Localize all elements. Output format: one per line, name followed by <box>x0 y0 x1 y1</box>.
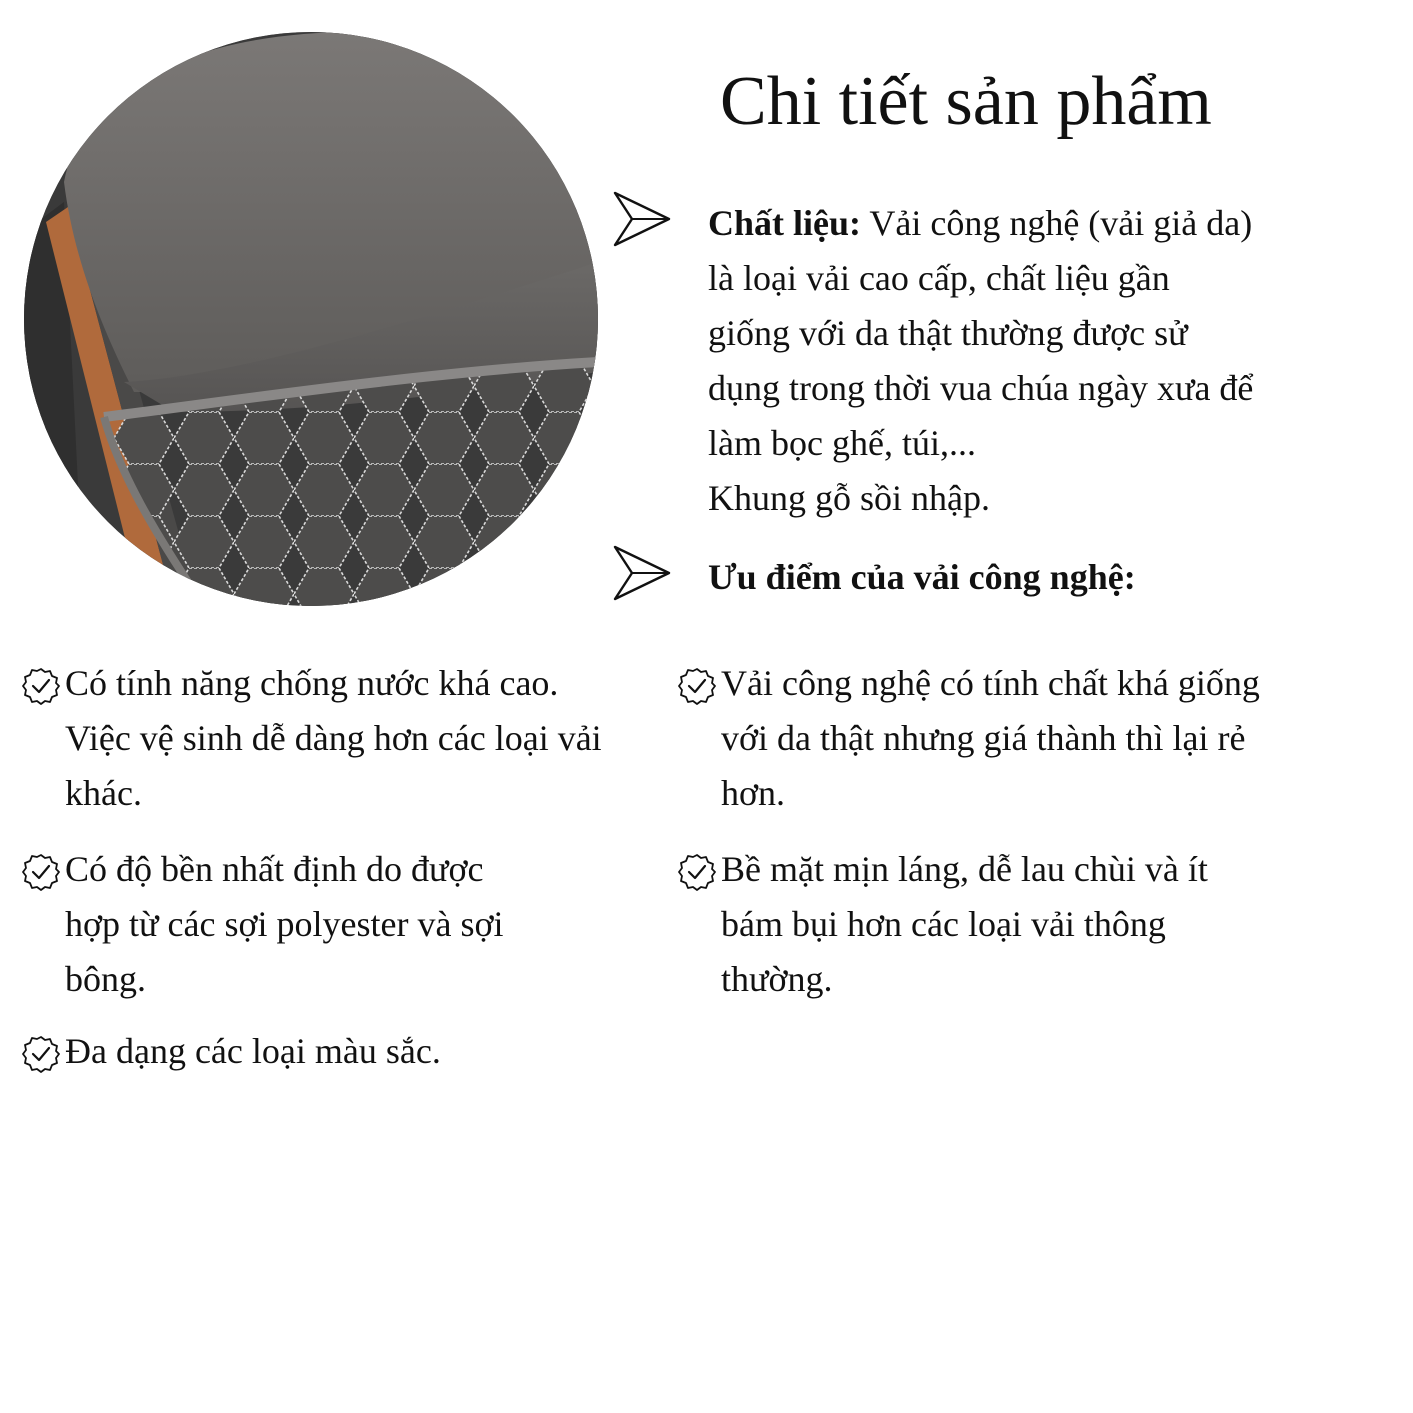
send-arrow-icon <box>612 544 672 602</box>
badge-check-icon <box>22 853 60 891</box>
badge-check-icon <box>22 1035 60 1073</box>
material-label: Chất liệu: <box>708 203 861 243</box>
badge-check-icon <box>678 853 716 891</box>
product-photo <box>24 32 598 606</box>
badge-check-icon <box>678 667 716 705</box>
material-line-4: dụng trong thời vua chúa ngày xưa để <box>708 368 1254 408</box>
material-line-5: làm bọc ghế, túi,... <box>708 423 976 463</box>
material-line-1: Chất liệu: Vải công nghệ (vải giả da) <box>708 203 1253 243</box>
send-arrow-icon <box>612 190 672 248</box>
material-line-3: giống với da thật thường được sử <box>708 313 1188 353</box>
advantages-heading: Ưu điểm của vải công nghệ: <box>708 557 1136 597</box>
badge-check-icon <box>22 667 60 705</box>
page-title: Chi tiết sản phẩm <box>720 63 1212 140</box>
material-line-6: Khung gỗ sồi nhập. <box>708 478 990 518</box>
material-line-2: là loại vải cao cấp, chất liệu gần <box>708 258 1170 298</box>
leather-cushion-image <box>24 32 598 606</box>
material-description <box>708 196 1358 526</box>
